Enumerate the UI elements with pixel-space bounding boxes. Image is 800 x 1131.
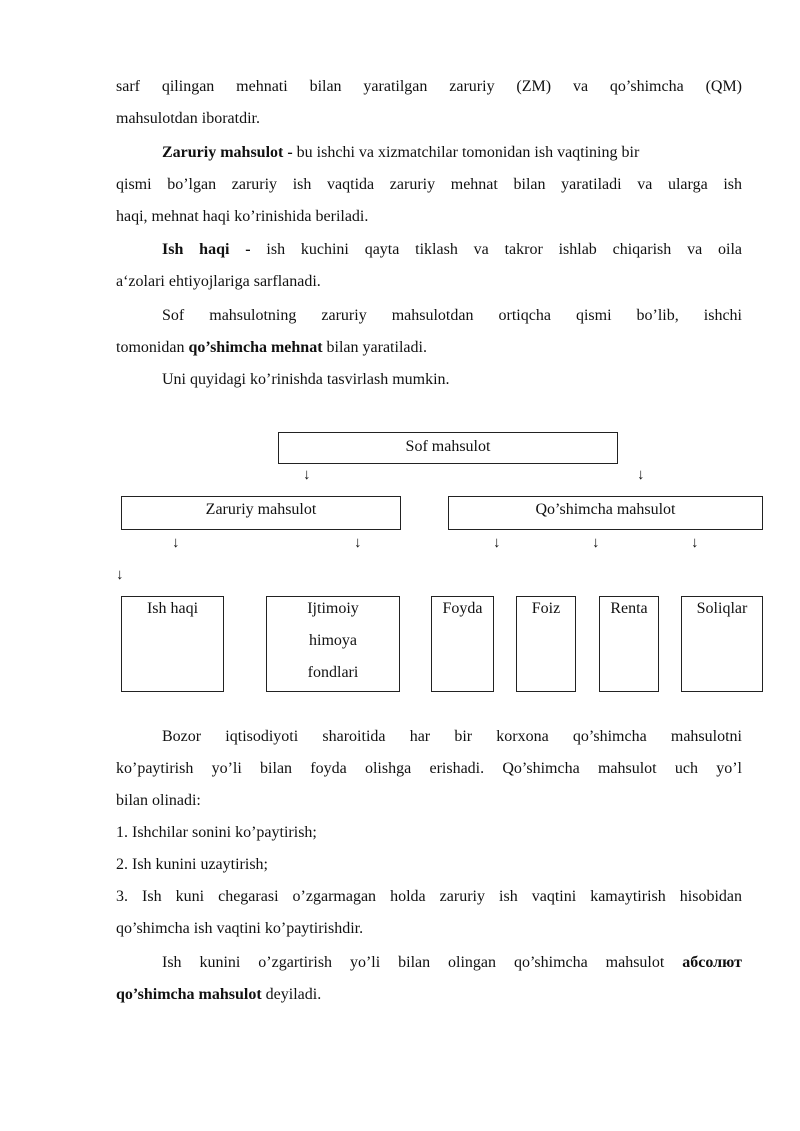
text-line: mahsulotdan iboratdir. xyxy=(116,110,260,127)
text-line xyxy=(116,338,742,358)
box-foiz xyxy=(516,596,576,692)
arrow-down-icon: ↓ xyxy=(116,567,124,583)
box-label: Foiz xyxy=(531,600,561,617)
box-qoshimcha-mahsulot: Qo’shimcha mahsulot xyxy=(448,496,763,530)
text-line xyxy=(162,953,742,973)
list-item: 3. Ish kuni chegarasi o’zgarmagan holda zaruriy ish vaqtini kamaytirish hisobidan xyxy=(116,888,742,905)
arrow-down-icon: ↓ xyxy=(493,535,501,551)
list-item: qo’shimcha ish vaqtini ko’paytirishdir. xyxy=(116,920,364,937)
term-absolyut: абсолют xyxy=(682,954,743,971)
box-label: Soliqlar xyxy=(696,600,748,617)
box-foyda xyxy=(431,596,494,692)
arrow-down-icon: ↓ xyxy=(592,535,600,551)
text-span: tomonidan xyxy=(116,339,185,356)
text-line: Uni quyidagi ko’rinishda tasvirlash mumkin. xyxy=(162,371,450,388)
box-label: Ish haqi xyxy=(146,600,199,617)
term-qoshimcha-mahsulot: qo’shimcha mahsulot xyxy=(116,986,262,1003)
text-line: sarf qilingan mehnati bilan yaratilgan zaruriy (ZM) va qo’shimcha (QM) xyxy=(116,78,742,95)
text-line: haqi, mehnat haqi ko’rinishida beriladi. xyxy=(116,208,369,225)
text-span: ish kuchini qayta tiklash va takror ishlab chiqarish va oila xyxy=(266,241,743,258)
term-zaruriy-mahsulot: Zaruriy mahsulot - xyxy=(162,144,293,161)
box-ish-haqi xyxy=(121,596,224,692)
text-line: ko’paytirish yo’li bilan foyda olishga erishadi. Qo’shimcha mahsulot uch yo’l xyxy=(116,760,742,777)
list-item: 2. Ish kunini uzaytirish; xyxy=(116,856,268,873)
arrow-down-icon: ↓ xyxy=(303,467,311,483)
box-label: Renta xyxy=(610,600,648,617)
box-soliqlar xyxy=(681,596,763,692)
box-zaruriy-mahsulot: Zaruriy mahsulot xyxy=(121,496,401,530)
term-qoshimcha-mehnat: qo’shimcha mehnat xyxy=(188,339,323,356)
box-renta xyxy=(599,596,659,692)
box-label: fondlari xyxy=(307,664,359,681)
text-line: Sof mahsulotning zaruriy mahsulotdan ortiqcha qismi bo’lib, ishchi xyxy=(162,307,742,324)
arrow-down-icon: ↓ xyxy=(354,535,362,551)
text-line: Bozor iqtisodiyoti sharoitida har bir korxona qo’shimcha mahsulotni xyxy=(162,728,742,745)
term-ish-haqi: Ish haqi - xyxy=(162,241,251,258)
text-span: bilan yaratiladi. xyxy=(326,339,427,356)
box-label: Ijtimoiy xyxy=(307,600,359,617)
arrow-down-icon: ↓ xyxy=(637,467,645,483)
box-label: himoya xyxy=(309,632,357,649)
list-item: 1. Ishchilar sonini ko’paytirish; xyxy=(116,824,317,841)
arrow-down-icon: ↓ xyxy=(691,535,699,551)
text-line xyxy=(116,985,742,1005)
text-span: bu ishchi va xizmatchilar tomonidan ish vaqtining bir xyxy=(296,144,640,161)
box-sof-mahsulot: Sof mahsulot xyxy=(278,432,618,464)
text-line: qismi bo’lgan zaruriy ish vaqtida zaruriy mehnat bilan yaratiladi va ularga ish xyxy=(116,176,742,193)
box-ijtimoiy-himoya-fondlari xyxy=(266,596,400,692)
text-span: Ish kunini o’zgartirish yo’li bilan olingan qo’shimcha mahsulot xyxy=(162,954,665,971)
box-label: Foyda xyxy=(442,600,483,617)
text-line: bilan olinadi: xyxy=(116,792,201,809)
text-span: deyiladi. xyxy=(265,986,322,1003)
text-line xyxy=(162,240,742,260)
arrow-down-icon: ↓ xyxy=(172,535,180,551)
text-line xyxy=(162,143,742,163)
text-line: a‘zolari ehtiyojlariga sarflanadi. xyxy=(116,273,321,290)
